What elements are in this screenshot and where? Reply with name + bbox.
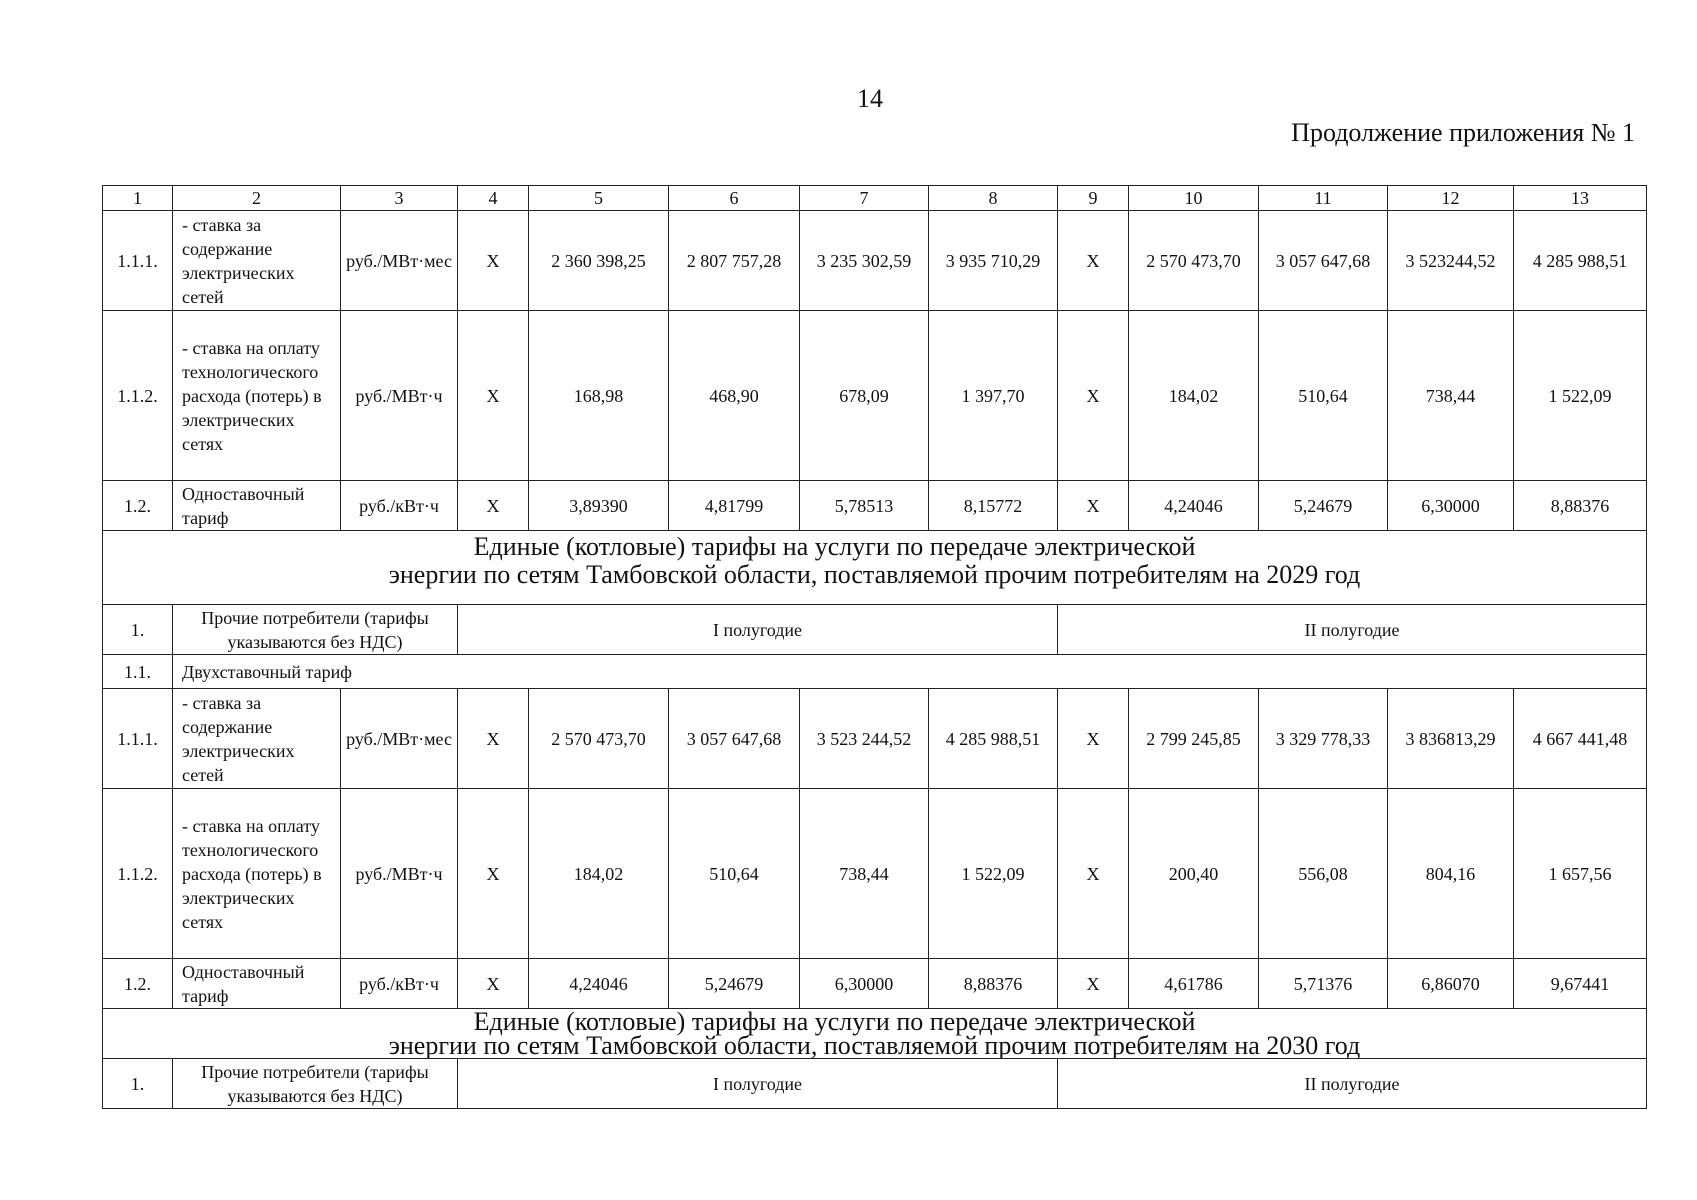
row-name: - ставка на оплату технологического расхода (потерь) в электрических сетях xyxy=(173,311,341,481)
cell-value: 9,67441 xyxy=(1514,959,1647,1009)
cell-value: Х xyxy=(1058,211,1129,311)
cell-value: 556,08 xyxy=(1259,789,1388,959)
row-number: 1.2. xyxy=(103,959,173,1009)
col-header-8: 8 xyxy=(929,186,1058,211)
cell-value: 6,30000 xyxy=(1388,481,1514,531)
cell-value: 1 522,09 xyxy=(1514,311,1647,481)
section-title-2030 xyxy=(103,1009,1647,1059)
cell-value: 3,89390 xyxy=(529,481,669,531)
col-header-3: 3 xyxy=(341,186,458,211)
cell-value: 4,81799 xyxy=(669,481,800,531)
cell-value: 2 807 757,28 xyxy=(669,211,800,311)
cell-value: 3 523 244,52 xyxy=(800,689,929,789)
cell-value: 678,09 xyxy=(800,311,929,481)
cell-value: 200,40 xyxy=(1129,789,1259,959)
section-title-2029 xyxy=(103,531,1647,605)
group-name: Прочие потребители (тарифы указываются без НДС) xyxy=(173,605,458,655)
cell-value: 5,71376 xyxy=(1259,959,1388,1009)
cell-value: 3 057 647,68 xyxy=(1259,211,1388,311)
section-title-line2: энергии по сетям Тамбовской области, поставляемой прочим потребителям на 2029 год xyxy=(388,560,1361,589)
group-number: 1. xyxy=(103,1059,173,1109)
cell-value: 2 799 245,85 xyxy=(1129,689,1259,789)
cell-value: 3 057 647,68 xyxy=(669,689,800,789)
section-title-line1: Единые (котловые) тарифы на услуги по передаче электрической xyxy=(473,1008,1196,1036)
table-row xyxy=(103,959,1647,1009)
cell-value: 8,15772 xyxy=(929,481,1058,531)
cell-value: 4,24046 xyxy=(1129,481,1259,531)
row-number: 1.1.1. xyxy=(103,689,173,789)
section-title-row-2030 xyxy=(103,1009,1647,1059)
col-header-5: 5 xyxy=(529,186,669,211)
cell-value: 738,44 xyxy=(1388,311,1514,481)
table-row xyxy=(103,689,1647,789)
cell-value: 804,16 xyxy=(1388,789,1514,959)
cell-value: 5,78513 xyxy=(800,481,929,531)
cell-value: 738,44 xyxy=(800,789,929,959)
cell-value: 3 235 302,59 xyxy=(800,211,929,311)
cell-value: 1 657,56 xyxy=(1514,789,1647,959)
row-unit: руб./МВт·мес xyxy=(341,211,458,311)
col-header-2: 2 xyxy=(173,186,341,211)
table-row xyxy=(103,789,1647,959)
cell-value: 4 667 441,48 xyxy=(1514,689,1647,789)
row-name: Одноставочный тариф xyxy=(173,481,341,531)
col-header-13: 13 xyxy=(1514,186,1647,211)
cell-value: Х xyxy=(458,481,529,531)
cell-value: 4 285 988,51 xyxy=(1514,211,1647,311)
row-number: 1.1.2. xyxy=(103,311,173,481)
cell-value: Х xyxy=(458,689,529,789)
cell-value: 1 522,09 xyxy=(929,789,1058,959)
cell-value: Х xyxy=(458,211,529,311)
row-unit: руб./МВт·ч xyxy=(341,789,458,959)
half-year-2: II полугодие xyxy=(1058,605,1647,655)
cell-value: 8,88376 xyxy=(1514,481,1647,531)
col-header-10: 10 xyxy=(1129,186,1259,211)
cell-value: Х xyxy=(458,311,529,481)
cell-value: 3 523244,52 xyxy=(1388,211,1514,311)
cell-value: 5,24679 xyxy=(1259,481,1388,531)
col-header-1: 1 xyxy=(103,186,173,211)
section-title-line1: Единые (котловые) тарифы на услуги по передаче электрической xyxy=(473,532,1196,561)
cell-value: 4,61786 xyxy=(1129,959,1259,1009)
group-row-2029 xyxy=(103,605,1647,655)
cell-value: 5,24679 xyxy=(669,959,800,1009)
cell-value: 184,02 xyxy=(529,789,669,959)
row-name: Одноставочный тариф xyxy=(173,959,341,1009)
two-rate-name: Двухставочный тариф xyxy=(173,655,1647,689)
cell-value: Х xyxy=(1058,311,1129,481)
half-year-2: II полугодие xyxy=(1058,1059,1647,1109)
table-row xyxy=(103,211,1647,311)
cell-value: 2 570 473,70 xyxy=(1129,211,1259,311)
table-row xyxy=(103,311,1647,481)
tariff-table xyxy=(102,185,1647,1109)
half-year-1: I полугодие xyxy=(458,1059,1058,1109)
cell-value: Х xyxy=(458,959,529,1009)
group-name: Прочие потребители (тарифы указываются без НДС) xyxy=(173,1059,458,1109)
cell-value: Х xyxy=(1058,481,1129,531)
col-header-4: 4 xyxy=(458,186,529,211)
col-header-9: 9 xyxy=(1058,186,1129,211)
row-number: 1.1.2. xyxy=(103,789,173,959)
col-header-12: 12 xyxy=(1388,186,1514,211)
cell-value: 510,64 xyxy=(1259,311,1388,481)
cell-value: Х xyxy=(458,789,529,959)
cell-value: 4,24046 xyxy=(529,959,669,1009)
cell-value: Х xyxy=(1058,689,1129,789)
cell-value: 2 360 398,25 xyxy=(529,211,669,311)
cell-value: 6,86070 xyxy=(1388,959,1514,1009)
row-number: 1.1.1. xyxy=(103,211,173,311)
col-header-11: 11 xyxy=(1259,186,1388,211)
cell-value: 3 329 778,33 xyxy=(1259,689,1388,789)
cell-value: 4 285 988,51 xyxy=(929,689,1058,789)
row-name: - ставка на оплату технологического расхода (потерь) в электрических сетях xyxy=(173,789,341,959)
column-number-row xyxy=(103,186,1647,211)
page-number: 14 xyxy=(857,84,883,113)
cell-value: 3 935 710,29 xyxy=(929,211,1058,311)
section-title-row-2029 xyxy=(103,531,1647,605)
row-number: 1.2. xyxy=(103,481,173,531)
two-rate-row-2029 xyxy=(103,655,1647,689)
section-title-line2: энергии по сетям Тамбовской области, поставляемой прочим потребителям на 2030 год xyxy=(388,1030,1361,1059)
cell-value: Х xyxy=(1058,959,1129,1009)
cell-value: Х xyxy=(1058,789,1129,959)
two-rate-number: 1.1. xyxy=(103,655,173,689)
row-unit: руб./МВт·ч xyxy=(341,311,458,481)
group-row-2030 xyxy=(103,1059,1647,1109)
cell-value: 168,98 xyxy=(529,311,669,481)
col-header-6: 6 xyxy=(669,186,800,211)
cell-value: 3 836813,29 xyxy=(1388,689,1514,789)
cell-value: 1 397,70 xyxy=(929,311,1058,481)
row-unit: руб./кВт·ч xyxy=(341,959,458,1009)
cell-value: 510,64 xyxy=(669,789,800,959)
group-number: 1. xyxy=(103,605,173,655)
continuation-label: Продолжение приложения № 1 xyxy=(1291,118,1635,147)
cell-value: 2 570 473,70 xyxy=(529,689,669,789)
row-name: - ставка за содержание электрических сетей xyxy=(173,211,341,311)
row-unit: руб./МВт·мес xyxy=(341,689,458,789)
half-year-1: I полугодие xyxy=(458,605,1058,655)
cell-value: 6,30000 xyxy=(800,959,929,1009)
col-header-7: 7 xyxy=(800,186,929,211)
row-name: - ставка за содержание электрических сетей xyxy=(173,689,341,789)
row-unit: руб./кВт·ч xyxy=(341,481,458,531)
cell-value: 8,88376 xyxy=(929,959,1058,1009)
cell-value: 468,90 xyxy=(669,311,800,481)
table-row xyxy=(103,481,1647,531)
cell-value: 184,02 xyxy=(1129,311,1259,481)
